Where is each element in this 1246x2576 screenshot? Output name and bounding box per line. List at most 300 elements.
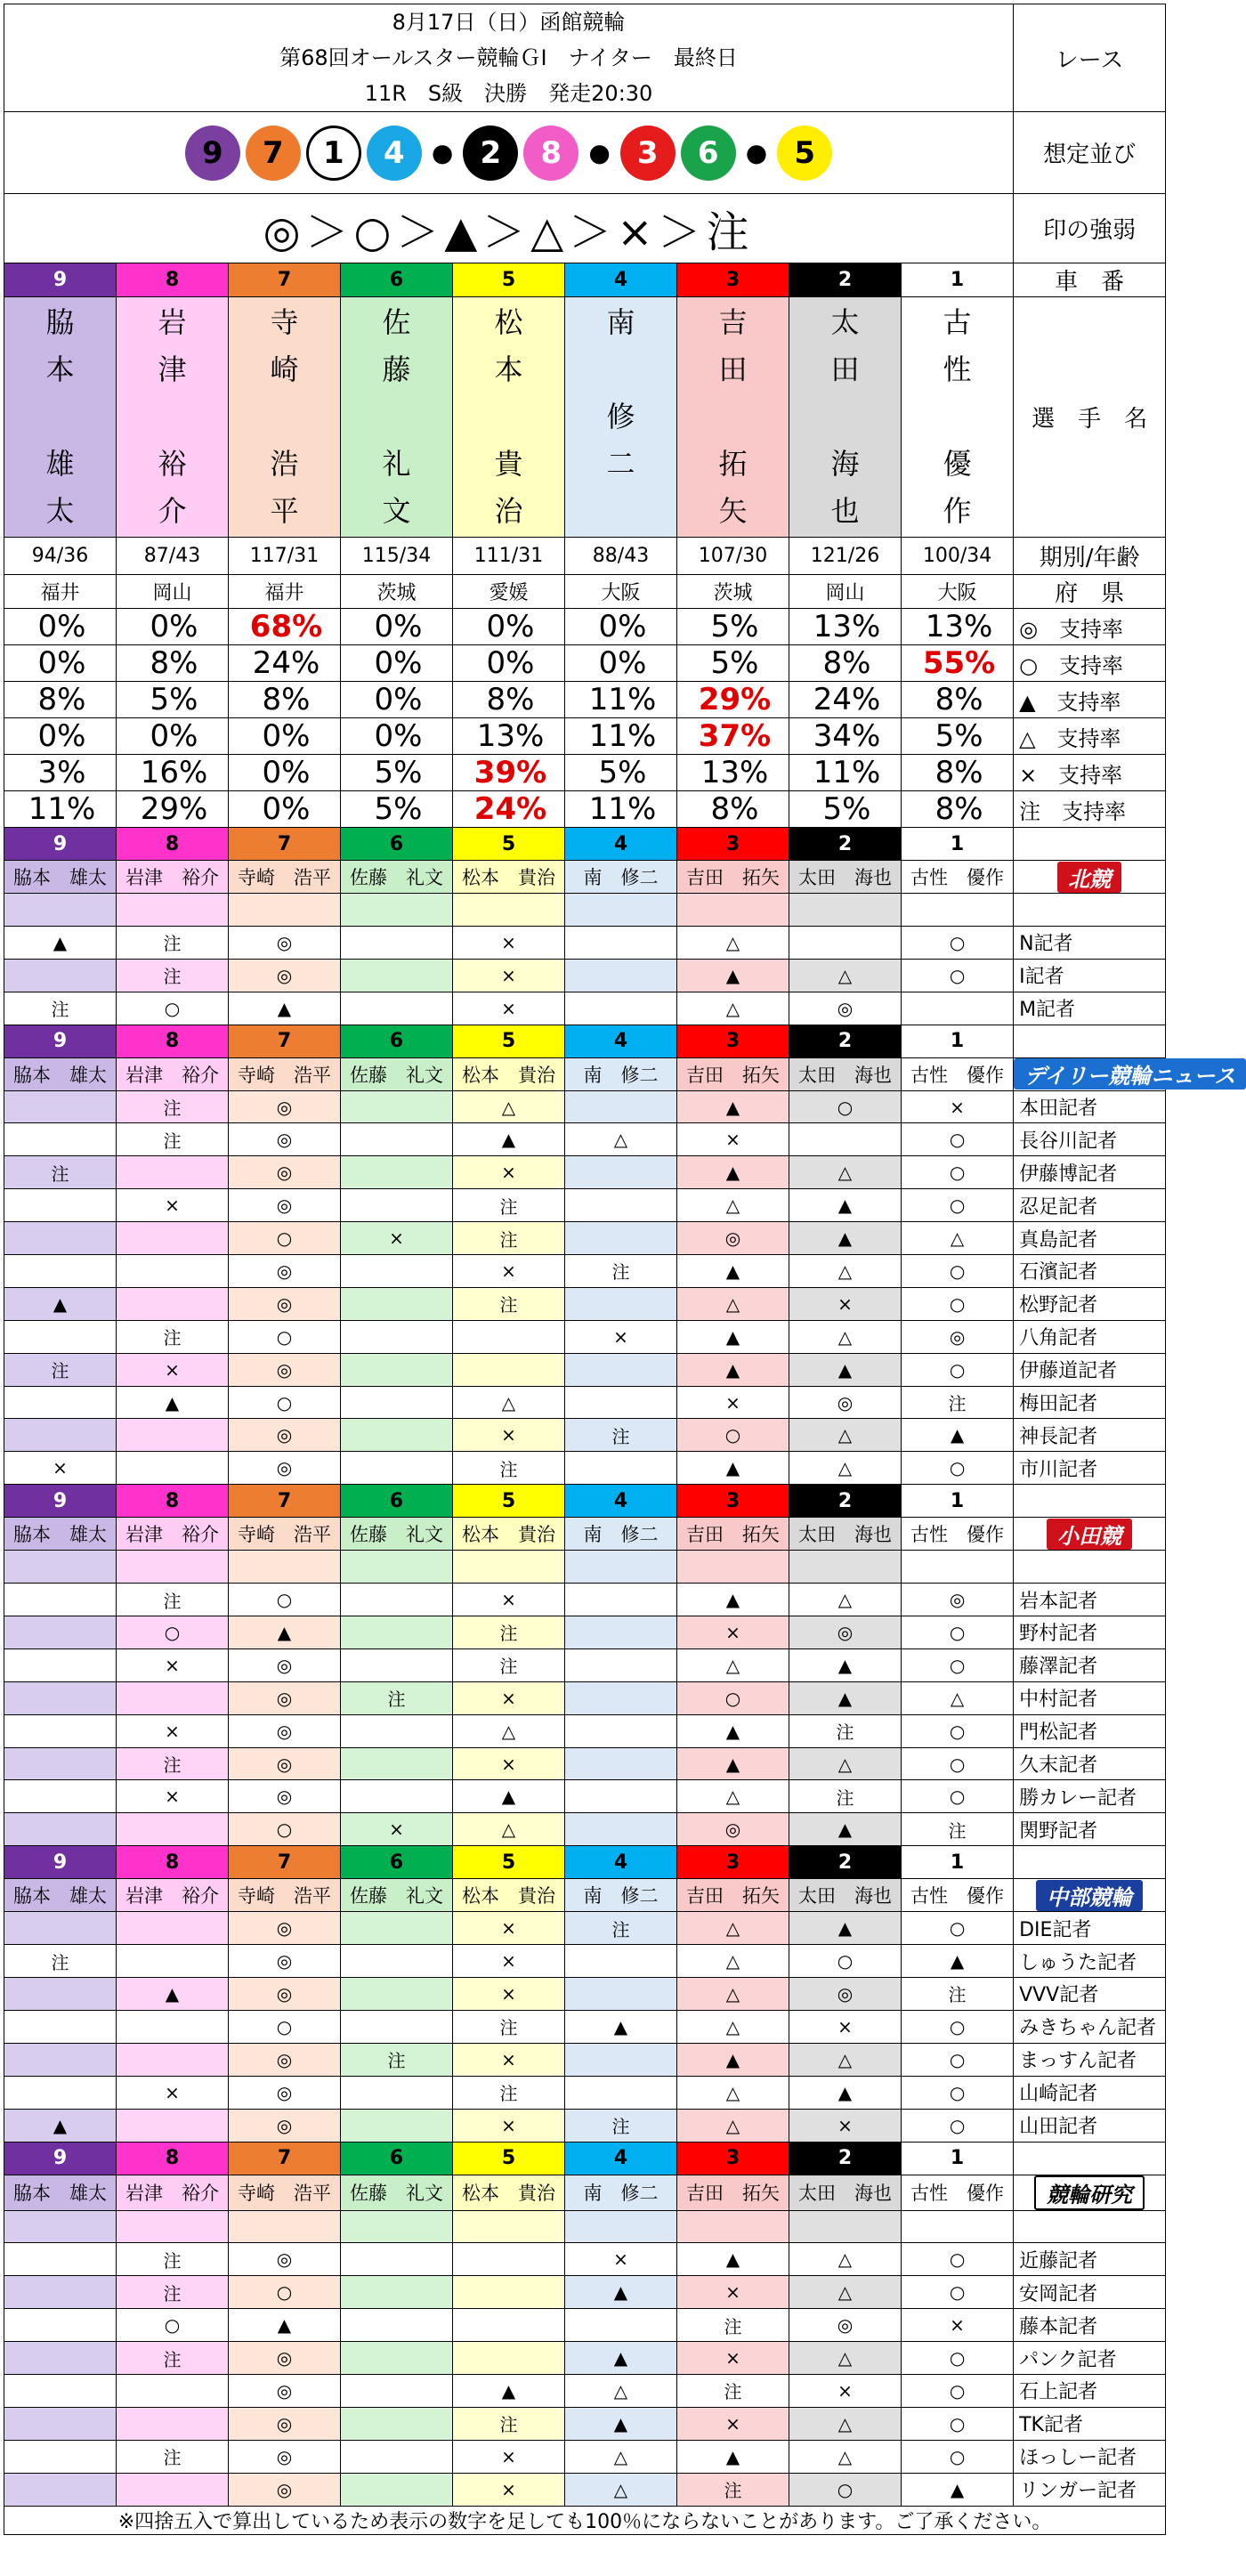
name-char: 田: [718, 352, 748, 386]
pick-mark: ◎: [229, 2109, 341, 2142]
car-number: 2: [789, 1485, 902, 1518]
pick-mark: [902, 894, 1014, 927]
table-row: [4, 1025, 1166, 1057]
pick-mark: [565, 1747, 677, 1780]
pick-mark: ◎: [789, 1386, 902, 1419]
reporter-name: 関野記者: [1014, 1813, 1166, 1846]
pick-mark: [4, 1551, 117, 1584]
pick-mark: ×: [789, 2374, 902, 2407]
pick-mark: [789, 1123, 902, 1156]
table-row: [4, 682, 1166, 718]
support-rate: 8%: [117, 645, 229, 682]
pick-mark: 注: [677, 2473, 789, 2506]
pick-mark: △: [789, 1255, 902, 1288]
pick-mark: [341, 1584, 453, 1616]
reporter-name: 久末記者: [1014, 1747, 1166, 1780]
rate-label: ○ 支持率: [1014, 645, 1166, 682]
pick-mark: [117, 2407, 229, 2440]
pick-mark: [229, 1551, 341, 1584]
pick-mark: △: [789, 959, 902, 992]
pick-mark: [341, 2076, 453, 2109]
pick-mark: ×: [453, 2440, 565, 2473]
pick-mark: [4, 1681, 117, 1714]
pick-mark: [341, 1780, 453, 1813]
pick-mark: ▲: [677, 1747, 789, 1780]
name-char: 文: [382, 494, 411, 528]
pick-mark: △: [789, 1452, 902, 1485]
lineup-ball: 1: [306, 126, 361, 181]
car-number: 2: [789, 1846, 902, 1879]
reporter-name: 岩本記者: [1014, 1584, 1166, 1616]
name-char: [565, 488, 676, 535]
rider-short-name: 吉田 拓矢: [677, 2175, 789, 2210]
publisher-brand: 競輪研究: [1034, 2175, 1145, 2210]
pick-mark: [4, 1419, 117, 1452]
support-rate: 8%: [902, 755, 1014, 791]
rider-short-name: 脇本 雄太: [4, 1057, 117, 1090]
name-char: [789, 393, 901, 441]
publisher-logo: [1014, 1518, 1166, 1551]
name-char: 太: [830, 305, 860, 339]
table-row: [4, 2440, 1166, 2473]
publisher-brand: 北競: [1057, 862, 1121, 893]
pick-mark: [565, 2210, 677, 2243]
pick-mark: [4, 2309, 117, 2342]
pick-mark: [117, 1912, 229, 1945]
pick-mark: [565, 1090, 677, 1123]
car-number: 4: [565, 1846, 677, 1879]
pick-mark: ▲: [789, 1189, 902, 1222]
pick-mark: [565, 1222, 677, 1255]
rider-short-name: 寺崎 浩平: [229, 861, 341, 894]
car-number: 4: [565, 828, 677, 861]
pick-mark: △: [677, 992, 789, 1025]
pick-mark: ◎: [229, 1452, 341, 1485]
pick-mark: ▲: [677, 1714, 789, 1747]
pick-mark: ◎: [229, 2440, 341, 2473]
pick-mark: 注: [789, 1780, 902, 1813]
car-no-label: 車 番: [1014, 263, 1166, 297]
car-number: 6: [341, 2142, 453, 2175]
name-char: 平: [270, 494, 299, 528]
reporter-name: 山崎記者: [1014, 2076, 1166, 2109]
pick-mark: ◎: [229, 1681, 341, 1714]
pick-mark: ▲: [789, 1648, 902, 1681]
pick-mark: ×: [117, 1714, 229, 1747]
support-rate: 0%: [341, 682, 453, 718]
rider-short-name: 佐藤 礼文: [341, 1057, 453, 1090]
rider-short-name: 松本 貴治: [453, 1879, 565, 1912]
lineup-row: [4, 112, 1014, 194]
pick-mark: [4, 1616, 117, 1649]
pick-mark: [341, 2342, 453, 2375]
rider-short-name: 古性 優作: [902, 2175, 1014, 2210]
pick-mark: ▲: [117, 1386, 229, 1419]
pick-mark: 注: [565, 1912, 677, 1945]
rider-age: 88/43: [565, 538, 677, 575]
lineup-ball: 8: [523, 126, 578, 181]
pick-mark: ○: [117, 2309, 229, 2342]
rider-short-name: 南 修二: [565, 1879, 677, 1912]
rider-short-name: 脇本 雄太: [4, 2175, 117, 2210]
rider-age: 94/36: [4, 538, 117, 575]
pick-mark: [341, 1189, 453, 1222]
pick-mark: ◎: [229, 926, 341, 959]
reporter-name: リンガー記者: [1014, 2473, 1166, 2506]
blank: [1014, 1485, 1166, 1518]
pick-mark: ▲: [229, 2309, 341, 2342]
table-row: [4, 894, 1166, 927]
support-rate: 37%: [677, 718, 789, 755]
rider-short-name: 松本 貴治: [453, 2175, 565, 2210]
rider-pref: 岡山: [789, 575, 902, 609]
rider-short-name: 南 修二: [565, 1518, 677, 1551]
pick-mark: △: [677, 1978, 789, 2011]
pick-mark: ◎: [229, 1780, 341, 1813]
pick-mark: [117, 894, 229, 927]
pick-mark: ◎: [229, 2243, 341, 2276]
pick-mark: ○: [229, 1813, 341, 1846]
rider-short-name: 太田 海也: [789, 1518, 902, 1551]
rider-age: 115/34: [341, 538, 453, 575]
pick-mark: [341, 1353, 453, 1386]
pick-mark: [789, 894, 902, 927]
table-row: [4, 538, 1166, 575]
rider-name: [677, 297, 789, 538]
pick-mark: △: [789, 2043, 902, 2076]
pick-mark: 注: [117, 1090, 229, 1123]
pick-mark: △: [677, 926, 789, 959]
pick-mark: ×: [453, 1419, 565, 1452]
pick-mark: [565, 1386, 677, 1419]
pick-mark: ○: [229, 1386, 341, 1419]
pick-mark: ◎: [229, 1287, 341, 1320]
pick-mark: △: [565, 2440, 677, 2473]
car-number: 2: [789, 263, 902, 297]
pick-mark: ◎: [902, 1584, 1014, 1616]
pick-mark: ▲: [902, 1419, 1014, 1452]
pick-mark: [4, 1255, 117, 1288]
pick-mark: ▲: [789, 1353, 902, 1386]
publisher-logo: [1014, 861, 1166, 894]
car-number: 3: [677, 263, 789, 297]
pick-mark: ◎: [229, 1648, 341, 1681]
pick-mark: 注: [117, 2440, 229, 2473]
pick-mark: ◎: [229, 1419, 341, 1452]
footnote: ※四捨五入で算出しているため表示の数字を足しても100％にならないことがあります。ご了承ください。: [4, 2506, 1166, 2534]
car-number: 9: [4, 2142, 117, 2175]
name-char: 寺: [270, 305, 299, 339]
rider-short-name: 古性 優作: [902, 1518, 1014, 1551]
pick-mark: ○: [229, 1222, 341, 1255]
table-row: [4, 828, 1166, 861]
pick-mark: [117, 2473, 229, 2506]
pick-mark: ◎: [789, 1978, 902, 2011]
pick-mark: ○: [902, 1287, 1014, 1320]
rider-pref: 愛媛: [453, 575, 565, 609]
pick-mark: ×: [453, 992, 565, 1025]
pick-mark: 注: [341, 1681, 453, 1714]
publisher-brand: 中部競輪: [1036, 1880, 1143, 1911]
pick-mark: 注: [453, 1189, 565, 1222]
rider-name: [229, 297, 341, 538]
pick-mark: [789, 926, 902, 959]
pick-mark: [4, 1747, 117, 1780]
pick-mark: [565, 1156, 677, 1189]
pick-mark: [341, 2276, 453, 2309]
lineup-label: 想定並び: [1014, 112, 1166, 194]
support-rate: 0%: [453, 609, 565, 645]
reporter-name: ほっしー記者: [1014, 2440, 1166, 2473]
pick-mark: [565, 1584, 677, 1616]
table-row: [4, 992, 1166, 1025]
reporter-name: みきちゃん記者: [1014, 2010, 1166, 2043]
reporter-name: VVV記者: [1014, 1978, 1166, 2011]
pick-mark: ◎: [229, 1714, 341, 1747]
car-number: 6: [341, 828, 453, 861]
support-rate: 16%: [117, 755, 229, 791]
pick-mark: ◎: [229, 2407, 341, 2440]
name-char: 介: [158, 494, 187, 528]
pick-mark: ○: [789, 1945, 902, 1978]
car-number: 2: [789, 828, 902, 861]
pick-mark: 注: [117, 1584, 229, 1616]
age-label: 期別/年齢: [1014, 538, 1166, 575]
pick-mark: [341, 1123, 453, 1156]
pick-mark: ×: [453, 2473, 565, 2506]
car-number: 8: [117, 828, 229, 861]
pick-mark: [341, 1419, 453, 1452]
car-number: 3: [677, 1846, 789, 1879]
table-row: [4, 297, 1166, 538]
pick-mark: ×: [565, 2243, 677, 2276]
pick-mark: ○: [789, 1090, 902, 1123]
table-row: [4, 959, 1166, 992]
reporter-name: 真島記者: [1014, 1222, 1166, 1255]
lineup-ball: 3: [620, 126, 676, 181]
pick-mark: ▲: [565, 2010, 677, 2043]
pick-mark: [341, 1945, 453, 1978]
rider-short-name: 佐藤 礼文: [341, 861, 453, 894]
pick-mark: ○: [902, 1912, 1014, 1945]
pick-mark: △: [677, 1780, 789, 1813]
reporter-name: 中村記者: [1014, 1681, 1166, 1714]
pick-mark: ○: [677, 1681, 789, 1714]
pick-mark: [341, 2407, 453, 2440]
table-row: [4, 1222, 1166, 1255]
table-row: [4, 1123, 1166, 1156]
name-char: 貴: [494, 447, 523, 481]
name-char: [677, 393, 789, 441]
name-char: 海: [830, 447, 860, 481]
pick-mark: 注: [117, 1320, 229, 1353]
pick-mark: [117, 2210, 229, 2243]
name-char: 裕: [158, 447, 187, 481]
pick-mark: 注: [677, 2374, 789, 2407]
rider-short-name: 太田 海也: [789, 2175, 902, 2210]
table-row: [4, 1945, 1166, 1978]
pick-mark: ◎: [229, 1912, 341, 1945]
table-row: [4, 2309, 1166, 2342]
pick-mark: △: [565, 2473, 677, 2506]
pick-mark: [4, 1123, 117, 1156]
pick-mark: ○: [902, 926, 1014, 959]
name-char: 吉: [718, 305, 748, 339]
reporter-name: [1014, 2210, 1166, 2243]
pick-mark: ○: [902, 2109, 1014, 2142]
pick-mark: [4, 1648, 117, 1681]
car-number: 4: [565, 1485, 677, 1518]
pick-mark: ○: [902, 2440, 1014, 2473]
support-rate: 0%: [453, 645, 565, 682]
pick-mark: [4, 2440, 117, 2473]
support-rate: 5%: [341, 791, 453, 828]
pick-mark: ○: [902, 2276, 1014, 2309]
race-title-block: [4, 4, 1014, 112]
pick-mark: ○: [902, 1255, 1014, 1288]
pick-mark: [4, 2276, 117, 2309]
lineup-ball: 5: [777, 126, 832, 181]
strength-label: 印の強弱: [1014, 194, 1166, 263]
car-number: 3: [677, 828, 789, 861]
pick-mark: 注: [453, 1287, 565, 1320]
pick-mark: [453, 2276, 565, 2309]
pick-mark: [4, 2243, 117, 2276]
name-char: 也: [830, 494, 860, 528]
pick-mark: △: [565, 2374, 677, 2407]
rate-label: ◎ 支持率: [1014, 609, 1166, 645]
support-rate: 0%: [565, 645, 677, 682]
support-rate: 8%: [677, 791, 789, 828]
pick-mark: [4, 1978, 117, 2011]
pick-mark: [341, 992, 453, 1025]
pick-mark: [341, 1648, 453, 1681]
pick-mark: [117, 1156, 229, 1189]
pick-mark: 注: [341, 2043, 453, 2076]
pick-mark: ◎: [789, 1616, 902, 1649]
table-row: [4, 1681, 1166, 1714]
pick-mark: ◎: [229, 2342, 341, 2375]
name-char: 拓: [718, 447, 748, 481]
rider-short-name: 南 修二: [565, 2175, 677, 2210]
pick-mark: [117, 1222, 229, 1255]
table-row: [4, 2374, 1166, 2407]
pick-mark: [4, 2043, 117, 2076]
pick-mark: 注: [4, 1156, 117, 1189]
pick-mark: [341, 1747, 453, 1780]
support-rate: 0%: [4, 609, 117, 645]
rider-age: 87/43: [117, 538, 229, 575]
reporter-name: 本田記者: [1014, 1090, 1166, 1123]
name-char: 礼: [382, 447, 411, 481]
table-row: [4, 1551, 1166, 1584]
pick-mark: ○: [902, 1123, 1014, 1156]
support-rate: 11%: [789, 755, 902, 791]
pick-mark: ×: [453, 1156, 565, 1189]
pick-mark: ◎: [677, 1813, 789, 1846]
pick-mark: [677, 1551, 789, 1584]
support-rate: 5%: [789, 791, 902, 828]
pick-mark: 注: [117, 2276, 229, 2309]
strength-marks: ◎＞○＞▲＞△＞×＞注: [4, 194, 1014, 263]
pick-mark: [565, 1780, 677, 1813]
rider-short-name: 南 修二: [565, 1057, 677, 1090]
rider-age: 107/30: [677, 538, 789, 575]
pick-mark: [341, 2010, 453, 2043]
pick-mark: △: [677, 1287, 789, 1320]
table-row: [4, 2506, 1166, 2534]
blank: [1014, 828, 1166, 861]
pick-mark: 注: [117, 1747, 229, 1780]
pick-mark: ◎: [677, 1222, 789, 1255]
pick-mark: 注: [453, 1452, 565, 1485]
car-number: 5: [453, 828, 565, 861]
name-char: 岩: [158, 305, 187, 339]
car-number: 3: [677, 1485, 789, 1518]
support-rate: 0%: [4, 718, 117, 755]
pick-mark: ○: [902, 2076, 1014, 2109]
reporter-name: TK記者: [1014, 2407, 1166, 2440]
table-row: [4, 1518, 1166, 1551]
blank: [1014, 1846, 1166, 1879]
pick-mark: ▲: [117, 1978, 229, 2011]
pick-mark: ○: [902, 959, 1014, 992]
car-number: 6: [341, 1485, 453, 1518]
pick-mark: ×: [453, 1912, 565, 1945]
pick-mark: ◎: [229, 1353, 341, 1386]
pick-mark: 注: [565, 1419, 677, 1452]
name-char: 田: [830, 352, 860, 386]
pick-mark: 注: [902, 1978, 1014, 2011]
car-number: 1: [902, 1485, 1014, 1518]
car-number: 6: [341, 1025, 453, 1057]
table-row: [4, 2473, 1166, 2506]
support-rate: 0%: [229, 718, 341, 755]
table-row: [4, 926, 1166, 959]
pick-mark: ×: [902, 2309, 1014, 2342]
pick-mark: △: [902, 1681, 1014, 1714]
pick-mark: [4, 2374, 117, 2407]
support-rate: 8%: [789, 645, 902, 682]
pick-mark: ○: [902, 2374, 1014, 2407]
name-char: [453, 393, 564, 441]
rate-label: × 支持率: [1014, 755, 1166, 791]
pick-mark: [565, 992, 677, 1025]
pick-mark: [677, 2210, 789, 2243]
rider-short-name: 松本 貴治: [453, 1518, 565, 1551]
support-rate: 3%: [4, 755, 117, 791]
pick-mark: ▲: [789, 1912, 902, 1945]
reporter-name: I記者: [1014, 959, 1166, 992]
car-number: 7: [229, 1846, 341, 1879]
pick-mark: ×: [453, 926, 565, 959]
table-row: [4, 1648, 1166, 1681]
rider-pref: 岡山: [117, 575, 229, 609]
reporter-name: 長谷川記者: [1014, 1123, 1166, 1156]
car-number: 9: [4, 1025, 117, 1057]
publisher-logo: [1014, 1879, 1166, 1912]
table-row: [4, 791, 1166, 828]
pick-mark: ×: [453, 1681, 565, 1714]
pick-mark: ×: [117, 1353, 229, 1386]
car-number: 1: [902, 2142, 1014, 2175]
support-rate: 8%: [453, 682, 565, 718]
rider-name-label: 選 手 名: [1014, 297, 1166, 538]
rider-short-name: 岩津 裕介: [117, 861, 229, 894]
reporter-name: 藤本記者: [1014, 2309, 1166, 2342]
reporter-name: 八角記者: [1014, 1320, 1166, 1353]
pick-mark: △: [789, 2243, 902, 2276]
